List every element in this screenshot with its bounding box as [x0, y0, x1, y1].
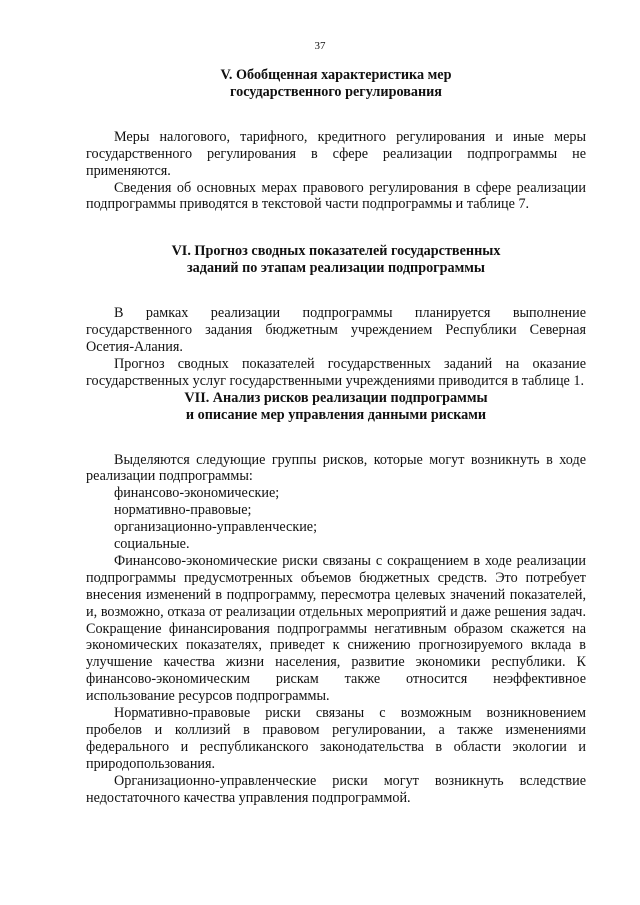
section5-heading-line1: V. Обобщенная характеристика мер	[220, 67, 452, 83]
section6-heading-line1: VI. Прогноз сводных показателей государственных	[171, 243, 501, 260]
risk-group-item: организационно-управленческие;	[114, 519, 318, 536]
page-number: 37	[314, 40, 326, 52]
section5-paragraph: Меры налогового, тарифного, кредитного регулирования и иные меры государственного регулирования в сфере реализации подпрограммы не применяются.	[86, 128, 586, 179]
section5-heading	[86, 67, 586, 101]
risk-group-item: социальные.	[114, 536, 190, 553]
risk-group-item: финансово-экономические;	[114, 485, 280, 502]
section5-heading-line2: государственного регулирования	[230, 83, 442, 100]
section6-paragraph: В рамках реализации подпрограммы планируется выполнение государственного задания бюджетным учреждением Республики Северная Осетия-Алания.	[86, 305, 586, 355]
section7-intro: Выделяются следующие группы рисков, которые могут возникнуть в ходе реализации подпрограммы:	[86, 451, 586, 485]
section7-paragraph: Финансово-экономические риски связаны с сокращением в ходе реализации подпрограммы предусмотренных объемов бюджетных средств. Это потребует внесения изменений в подпрограмму, пересмотра целевых значений показателей, и, возможно, отказа от реализации отдельных мероприятий и даже решения задач. Сокращение финансирования подпрограммы негативным образом скажется на экономических показателях, приведет к снижению прогнозируемого вклада в улучшение качества жизни населения, развитие экономики республики. К финансово-экономическим рискам также относится неэффективное использование ресурсов подпрограммы.	[86, 552, 586, 705]
section7-heading-line2: и описание мер управления данными рисками	[185, 406, 487, 423]
section5-paragraph: Сведения об основных мерах правового регулирования в сфере реализации подпрограммы приводятся в текстовой части подпрограммы и таблице 7.	[86, 179, 586, 213]
section6-heading-line2: заданий по этапам реализации подпрограммы	[186, 260, 486, 277]
section7-paragraph: Организационно-управленческие риски могут возникнуть вследствие недостаточного качества управления подпрограммой.	[86, 772, 586, 806]
section7-heading-line1: VII. Анализ рисков реализации подпрограммы	[184, 389, 488, 406]
page-content	[86, 67, 586, 807]
risk-group-item: нормативно-правовые;	[114, 502, 252, 519]
section7-paragraph: Нормативно-правовые риски связаны с возможным возникновением пробелов и коллизий в правовом регулировании, а также изменениями федерального и республиканского законодательства в области экологии и природопользования.	[86, 705, 586, 772]
section6-heading	[86, 243, 586, 277]
section6-paragraph: Прогноз сводных показателей государственных заданий на оказание государственных услуг государственными учреждениями приводится в таблице 1.	[86, 355, 586, 389]
section7-heading	[86, 390, 586, 424]
